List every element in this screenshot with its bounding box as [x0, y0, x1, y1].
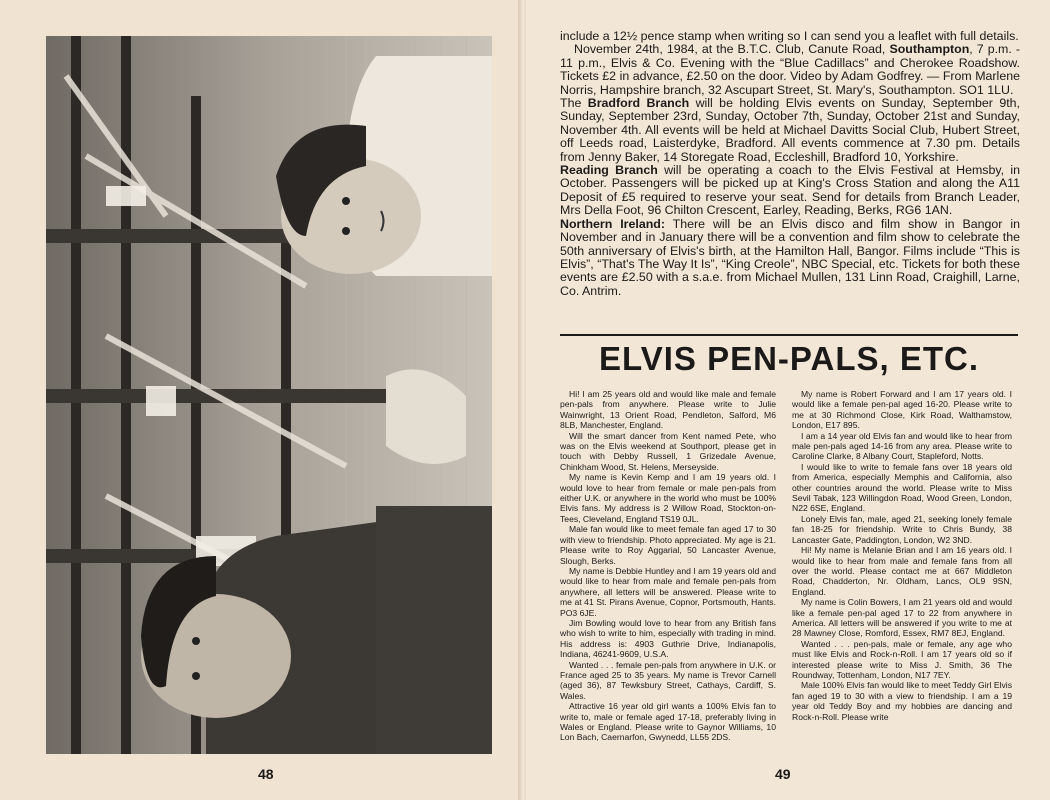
notice-text: include a 12½ pence stamp when writing so I can send you a leaflet with full details.: [560, 29, 1019, 43]
notice-bold-text: Bradford Branch: [587, 96, 690, 111]
page-number: 49: [775, 766, 791, 782]
pen-pal-entry: Wanted . . . pen-pals, male or female, any age who must like Elvis and Rock-n-Roll. I am 17 years old so if interested please write to Miss J. Smith, 36 The Roundway, Tottenham, London, N17 7EY.: [792, 638, 1012, 680]
pen-pal-entry: Lonely Elvis fan, male, aged 21, seeking lonely female fan 18-25 for friendship. Write to Chris Bundy, 38 Lancaster Gate, Paddington, London, W2 3ND.: [792, 513, 1012, 545]
notice-text: There will be an Elvis disco and film show in Bangor in November and in January there will be a convention and film show to celebrate the 50th anniversary of Elvis's birth, at the Hamilton Hall, Bangor. Films include “This is Elvis”, “That's The Way It Is”, “King Creole”, NBC Special, etc. Tickets for both these events are £2.50 with a s.a.e. from Michael Mullen, 131 Linn Road, Craighill, Larne, Co. Antrim.: [560, 216, 1020, 298]
notice-text: will be holding Elvis events on Sunday, September 9th, Sunday, September 23rd, Sunday, October 7th, Sunday, October 21st and Sunday, November 4th. All events will be held at Michael Davitts Social Club, Hubert Street, off Leeds road, Laisterdyke, Bradford. All events commence at 7.30 pm. Details from Jenny Baker, 14 Storegate Road, Eccleshill, Bradford 10, Yorkshire.: [560, 96, 1020, 164]
pen-pal-entry: Male fan would like to meet female fan aged 17 to 30 with view to friendship. Photo appreciated. My age is 21. Please write to Roy Aggarial, 50 Lancaster Avenue, Slough, Berks.: [560, 524, 776, 566]
pen-pal-entry: My name is Colin Bowers, I am 21 years old and would like a female pen-pal aged 17 to 22 from anywhere in America. All letters will be answered if you write to me at 28 Mawney Close, Romford, Essex, RM7 8EJ, England.: [792, 597, 1012, 639]
pen-pal-entry: My name is Kevin Kemp and I am 19 years old. I would love to hear from female or male pen-pals from either U.K. or anywhere in the world who must be 100% Elvis fans. My address is 2 Willow Road, Stockton-on-Tees, Cleveland, England TS19 0JL.: [560, 472, 776, 524]
headline: ELVIS PEN-PALS, ETC.: [599, 340, 979, 377]
photograph: [46, 36, 492, 754]
pen-pal-entry: I would like to write to female fans over 18 years old from America, especially Memphis and California, also other countries around the world. Please write to Miss Sevil Tabak, 123 Willingdon Road, Wood Green, London, N22 6SE, England.: [792, 461, 1012, 514]
photo-illustration: [46, 36, 492, 754]
pen-pal-entry: Wanted . . . female pen-pals from anywhere in U.K. or France aged 25 to 35 years. My name is Trevor Carnell (aged 36), 87 Tewksbury Street, Cathays, Cardiff, S. Wales.: [560, 659, 776, 701]
pen-pals-column-2: [792, 389, 1012, 722]
notice-paragraph: [560, 30, 1020, 43]
notice-text: will be operating a coach to the Elvis Festival at Hemsby, in October. Passengers will be picked up at King's Cross Station and along the A11 Deposit of £5 required to reserve your seat. Send for details from Branch Leader, Mrs Della Foot, 96 Chilton Crescent, Earley, Reading, Berks, RG6 1AN.: [560, 163, 1020, 218]
section-rule: [560, 334, 1018, 336]
notice-bold-text: Northern Ireland:: [560, 216, 665, 231]
page-number: 48: [258, 766, 274, 782]
notice-text: , 7 p.m. - 11 p.m., Elvis & Co. Evening with the “Blue Cadillacs” and Cherokee Roadshow. Tickets £2 in advance, £2.50 on the door. Video by Adam Godfrey. — From Marlene Norris, Hampshire branch, 32 Ascupart Street, St. Mary's, Southampton. SO1 1LU.: [560, 42, 1020, 97]
notice-bold-text: Reading Branch: [560, 163, 658, 178]
notice-bold-text: Southampton: [889, 42, 970, 57]
pen-pal-entry: Hi! I am 25 years old and would like male and female pen-pals from anywhere. Please write to Julie Wainwright, 13 Orient Road, Pendleton, Salford, M6 8LB, Manchester, England.: [560, 389, 776, 431]
notice-paragraph: [560, 218, 1020, 298]
notice-text: November 24th, 1984, at the B.T.C. Club, Canute Road,: [574, 42, 890, 57]
notices-section: [560, 30, 1020, 298]
pen-pal-entry: Jim Bowling would love to hear from any British fans who wish to write to him, especially with trading in mind. His address is: 4903 Guthrie Drive, Indianapolis, Indiana, 46241-9609, U.S.A.: [560, 617, 776, 660]
notice-paragraph: [560, 164, 1020, 218]
pen-pal-entry: Will the smart dancer from Kent named Pete, who was on the Elvis weekend at Southport, please get in touch with Debby Russell, 1 Grizedale Avenue, Chinkham Wood, St. Helens, Merseyside.: [560, 430, 776, 472]
pen-pal-entry: Male 100% Elvis fan would like to meet Teddy Girl Elvis fan aged 19 to 30 with a view to friendship. I am a 19 year old Teddy Boy and my hobbies are dancing and Rock-n-Roll. Please write: [792, 680, 1012, 722]
notice-text: The: [560, 96, 588, 111]
pen-pal-entry: My name is Robert Forward and I am 17 years old. I would like a female pen-pal aged 16-20. Please write to me at 30 Richmond Close, Kirk Road, Walthamstow, London, E17 895.: [792, 389, 1012, 431]
pen-pal-entry: I am a 14 year old Elvis fan and would like to hear from male pen-pals aged 14-16 from any area. Please write to Caroline Clarke, 8 Albany Court, Stapleford, Notts.: [792, 430, 1012, 462]
notice-paragraph: [560, 97, 1020, 164]
pen-pal-entry: My name is Debbie Huntley and I am 19 years old and would like to hear from male and female pen-pals from anywhere, all letters will be answered. Please write to me at 41 St. Pirans Avenue, Copnor, Portsmouth, Hants. PO3 6JE.: [560, 565, 776, 618]
left-page: [0, 0, 522, 800]
pen-pal-entry: Attractive 16 year old girl wants a 100% Elvis fan to write to, male or female aged 17-18, preferably living in Wales or England. Please write to Gaynor Williams, 10 Lon Bach, Caernarfon, Gwynedd, LL55 2DS.: [560, 701, 776, 743]
pen-pal-entry: Hi! My name is Melanie Brian and I am 16 years old. I would like to hear from male and female fans from all over the world. Please contact me at 667 Middleton Road, Chadderton, Nr. Oldham, Lancs, OL9 9SN, England.: [792, 545, 1012, 597]
notice-paragraph: [560, 43, 1020, 97]
pen-pals-column-1: [560, 389, 776, 743]
